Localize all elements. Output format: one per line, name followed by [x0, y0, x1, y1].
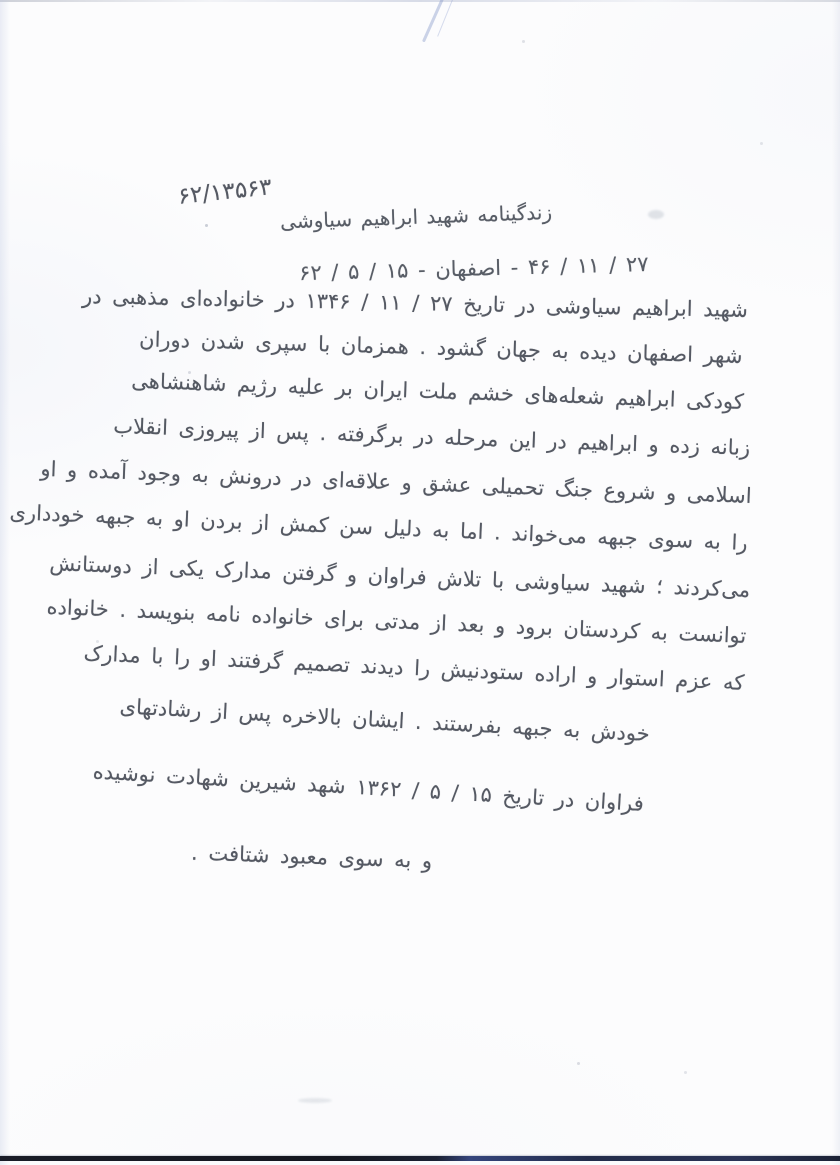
body-line: زبانه زده و ابراهیم در این مرحله در برگرفته . پس از پیروزی انقلاب — [112, 413, 751, 460]
document-title: زندگینامه شهید ابراهیم سیاوشی — [279, 200, 553, 234]
scan-speck — [684, 1071, 687, 1074]
scan-edge-right — [832, 0, 840, 1165]
body-line: خودش به جبهه بفرستند . ایشان بالاخره پس از رشادتهای — [119, 694, 651, 746]
scan-speck — [760, 142, 763, 145]
body-line: شهید ابراهیم سیاوشی در تاریخ ۲۷ / ۱۱ / ۱۳۴۶ در خانواده‌ای مذهبی در — [82, 284, 749, 322]
scan-smudge — [648, 210, 664, 219]
body-line: که عزم استوار و اراده ستودنیش را دیدند تصمیم گرفتند او را با مدارک — [82, 641, 745, 695]
body-line: و به سوی معبود شتافت . — [190, 840, 433, 873]
archive-number: ۶۲/۱۳۵۶۳ — [176, 174, 274, 210]
body-line: توانست به کردستان برود و بعد از مدتی برای خانواده نامه بنویسد . خانواده — [45, 594, 747, 648]
scan-edge-left — [0, 0, 10, 1165]
body-line: کودکی ابراهیم شعله‌های خشم ملت ایران بر علیه رژیم شاهنشاهی — [131, 368, 745, 414]
scan-smudge — [298, 1098, 332, 1103]
body-line: شهر اصفهان دیده به جهان گشود . همزمان با سپری شدن دوران — [138, 327, 743, 368]
scan-speck — [577, 1062, 580, 1065]
document-dateline: ۲۷ / ۱۱ / ۴۶ - اصفهان - ۱۵ / ۵ / ۶۲ — [298, 252, 649, 286]
scan-speck — [522, 40, 525, 43]
scan-speck — [205, 224, 208, 227]
body-line: می‌کردند ؛ شهید سیاوشی با تلاش فراوان و گرفتن مدارک یکی از دوستانش — [48, 551, 751, 602]
scan-bottom-border — [0, 1156, 840, 1161]
body-line: فراوان در تاریخ ۱۵ / ۵ / ۱۳۶۲ شهد شیرین شهادت نوشیده — [92, 759, 645, 816]
body-line: را به سوی جبهه می‌خواند . اما به دلیل سن کمش از بردن او به جبهه خودداری — [9, 500, 749, 555]
scan-streak — [422, 0, 445, 42]
body-line: اسلامی و شروع جنگ تحمیلی عشق و علاقه‌ای در درونش به وجود آمده و او — [40, 456, 753, 508]
scan-edge-top — [0, 0, 840, 2]
